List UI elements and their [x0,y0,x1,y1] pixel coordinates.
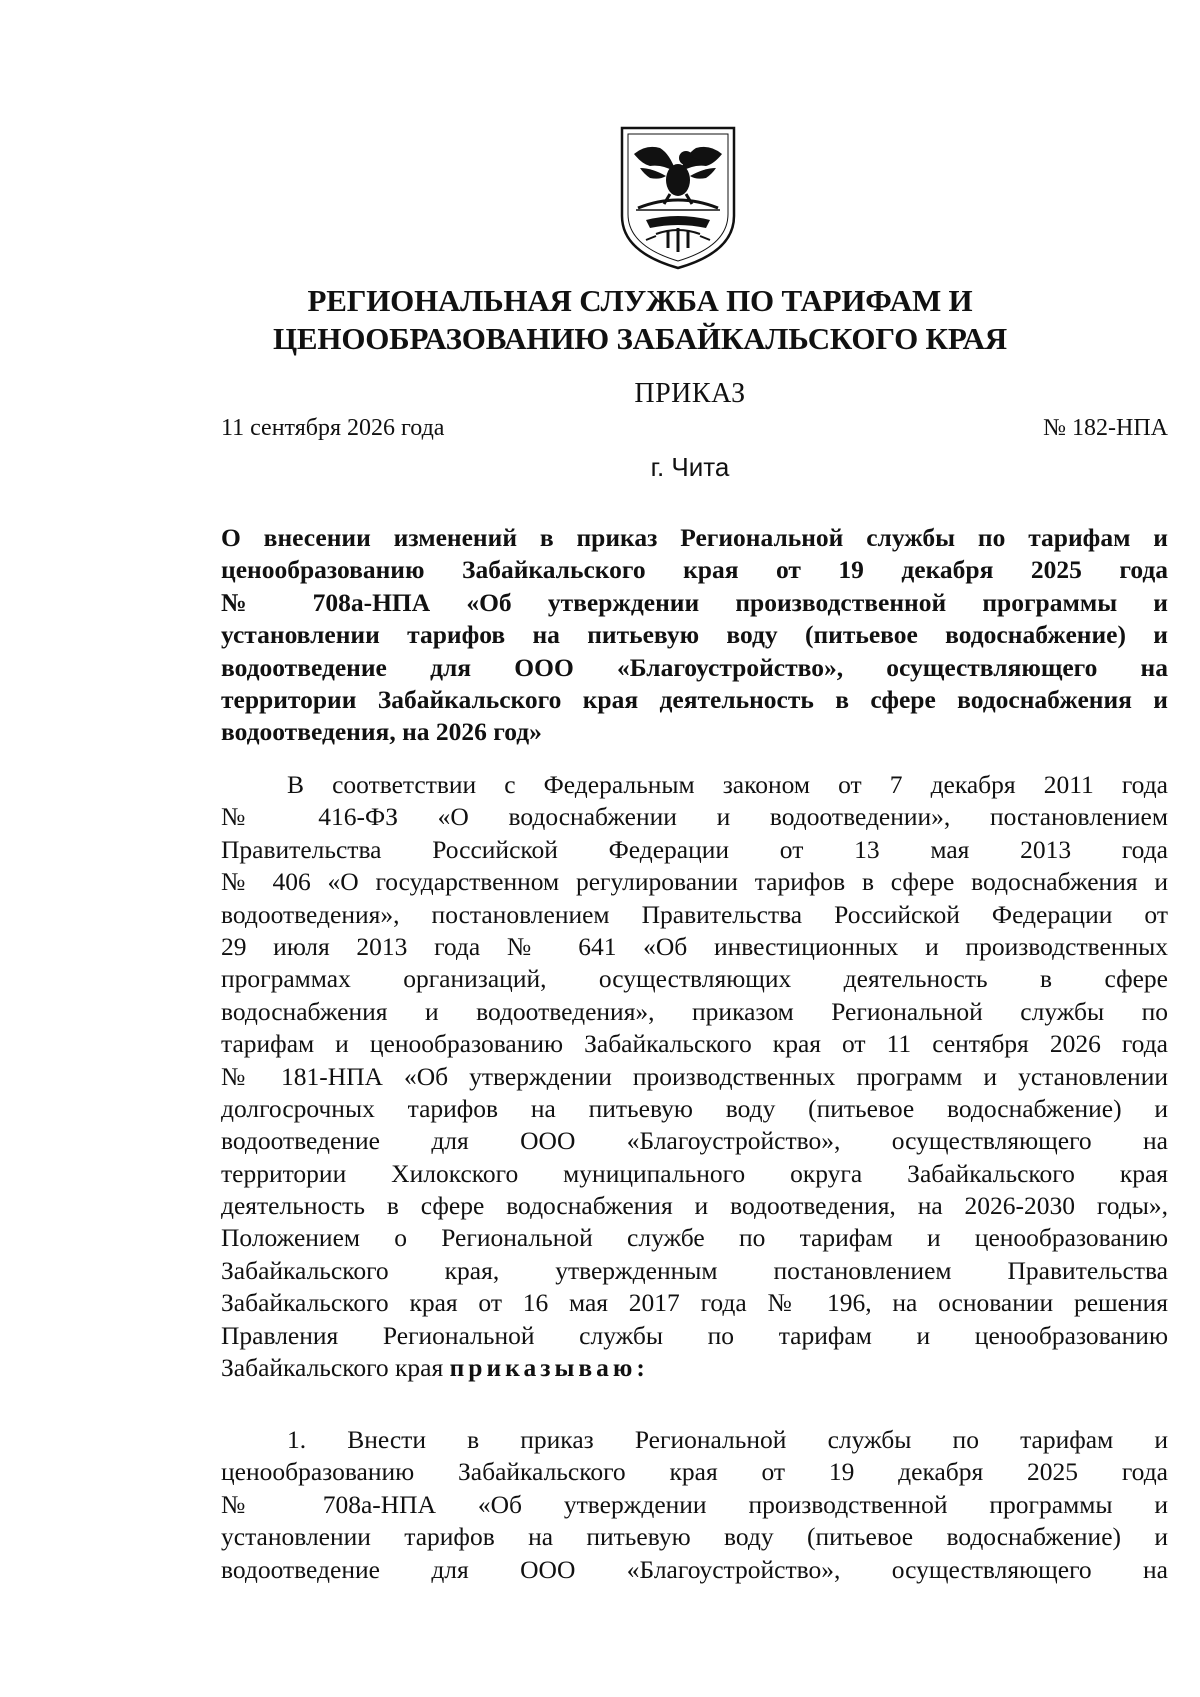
preamble-line: Правительства Российской Федерации от 13 мая 2013 года [221,834,1168,864]
order-word: приказываю: [449,1353,649,1383]
item-1-paragraph [221,1424,1168,1586]
item-1-line: № 708а-НПА «Об утверждении производственной программы и [221,1489,1168,1519]
document-date: 11 сентября 2026 года [221,415,445,441]
title-line: установлении тарифов на питьевую воду (питьевое водоснабжение) и [221,620,1168,650]
preamble-line: территории Хилокского муниципального округа Забайкальского края [221,1158,1168,1188]
preamble-line: В соответствии с Федеральным законом от 7 декабря 2011 года [287,770,1168,799]
title-line: ценообразованию Забайкальского края от 19 декабря 2025 года [221,555,1168,585]
preamble-line: № 416-ФЗ «О водоснабжении и водоотведении», постановлением [221,802,1168,832]
preamble-line: Забайкальского края от 16 мая 2017 года № 196, на основании решения [221,1288,1168,1318]
item-1-line: 1. Внести в приказ Региональной службы по тарифам и [287,1425,1168,1454]
preamble-line: водоснабжения и водоотведения», приказом Региональной службы по [221,996,1168,1026]
preamble-line: Правления Региональной службы по тарифам и ценообразованию [221,1320,1168,1350]
title-line: О внесении изменений в приказ Региональной службы по тарифам и [221,523,1168,552]
preamble-line: 29 июля 2013 года № 641 «Об инвестиционных и производственных [221,931,1168,961]
title-line: № 708а-НПА «Об утверждении производственной программы и [221,587,1168,617]
title-line: водоотведения, на 2026 год» [221,717,542,747]
item-1-line: водоотведение для ООО «Благоустройство», осуществляющего на [221,1554,1168,1584]
preamble-line: долгосрочных тарифов на питьевую воду (питьевое водоснабжение) и [221,1093,1168,1123]
coat-of-arms-icon [616,124,740,272]
item-1-line: ценообразованию Забайкальского края от 19 декабря 2025 года [221,1457,1168,1487]
document-type: ПРИКАЗ [634,378,746,409]
preamble-line: деятельность в сфере водоснабжения и водоотведения, на 2026-2030 годы», [221,1191,1168,1221]
preamble-line: № 406 «О государственном регулировании тарифов в сфере водоснабжения и [221,867,1168,897]
document-title [221,522,1168,749]
item-1-line: установлении тарифов на питьевую воду (питьевое водоснабжение) и [221,1522,1168,1552]
document-number: № 182-НПА [1043,415,1168,441]
organization-title-line2: ЦЕНООБРАЗОВАНИЮ ЗАБАЙКАЛЬСКОГО КРАЯ [273,321,1007,356]
preamble-line: № 181-НПА «Об утверждении производственных программ и установлении [221,1061,1168,1091]
preamble-last-line [221,1352,1168,1384]
title-line: водоотведение для ООО «Благоустройство», осуществляющего на [221,652,1168,682]
organization-title-line1: РЕГИОНАЛЬНАЯ СЛУЖБА ПО ТАРИФАМ И [307,283,973,318]
organization-title [200,282,1080,358]
preamble-line: программах организаций, осуществляющих деятельность в сфере [221,964,1168,994]
preamble-last-prefix: Забайкальского края [221,1353,450,1383]
preamble-line: тарифам и ценообразованию Забайкальского края от 11 сентября 2026 года [221,1029,1168,1059]
preamble-line: водоотведение для ООО «Благоустройство», осуществляющего на [221,1126,1168,1156]
preamble-line: Положением о Региональной службе по тарифам и ценообразованию [221,1223,1168,1253]
preamble-paragraph [221,769,1168,1384]
document-city: г. Чита [650,452,730,482]
preamble-line: водоотведения», постановлением Правительства Российской Федерации от [221,899,1168,929]
title-line: территории Забайкальского края деятельность в сфере водоснабжения и [221,684,1168,714]
preamble-line: Забайкальского края, утвержденным постановлением Правительства [221,1255,1168,1285]
